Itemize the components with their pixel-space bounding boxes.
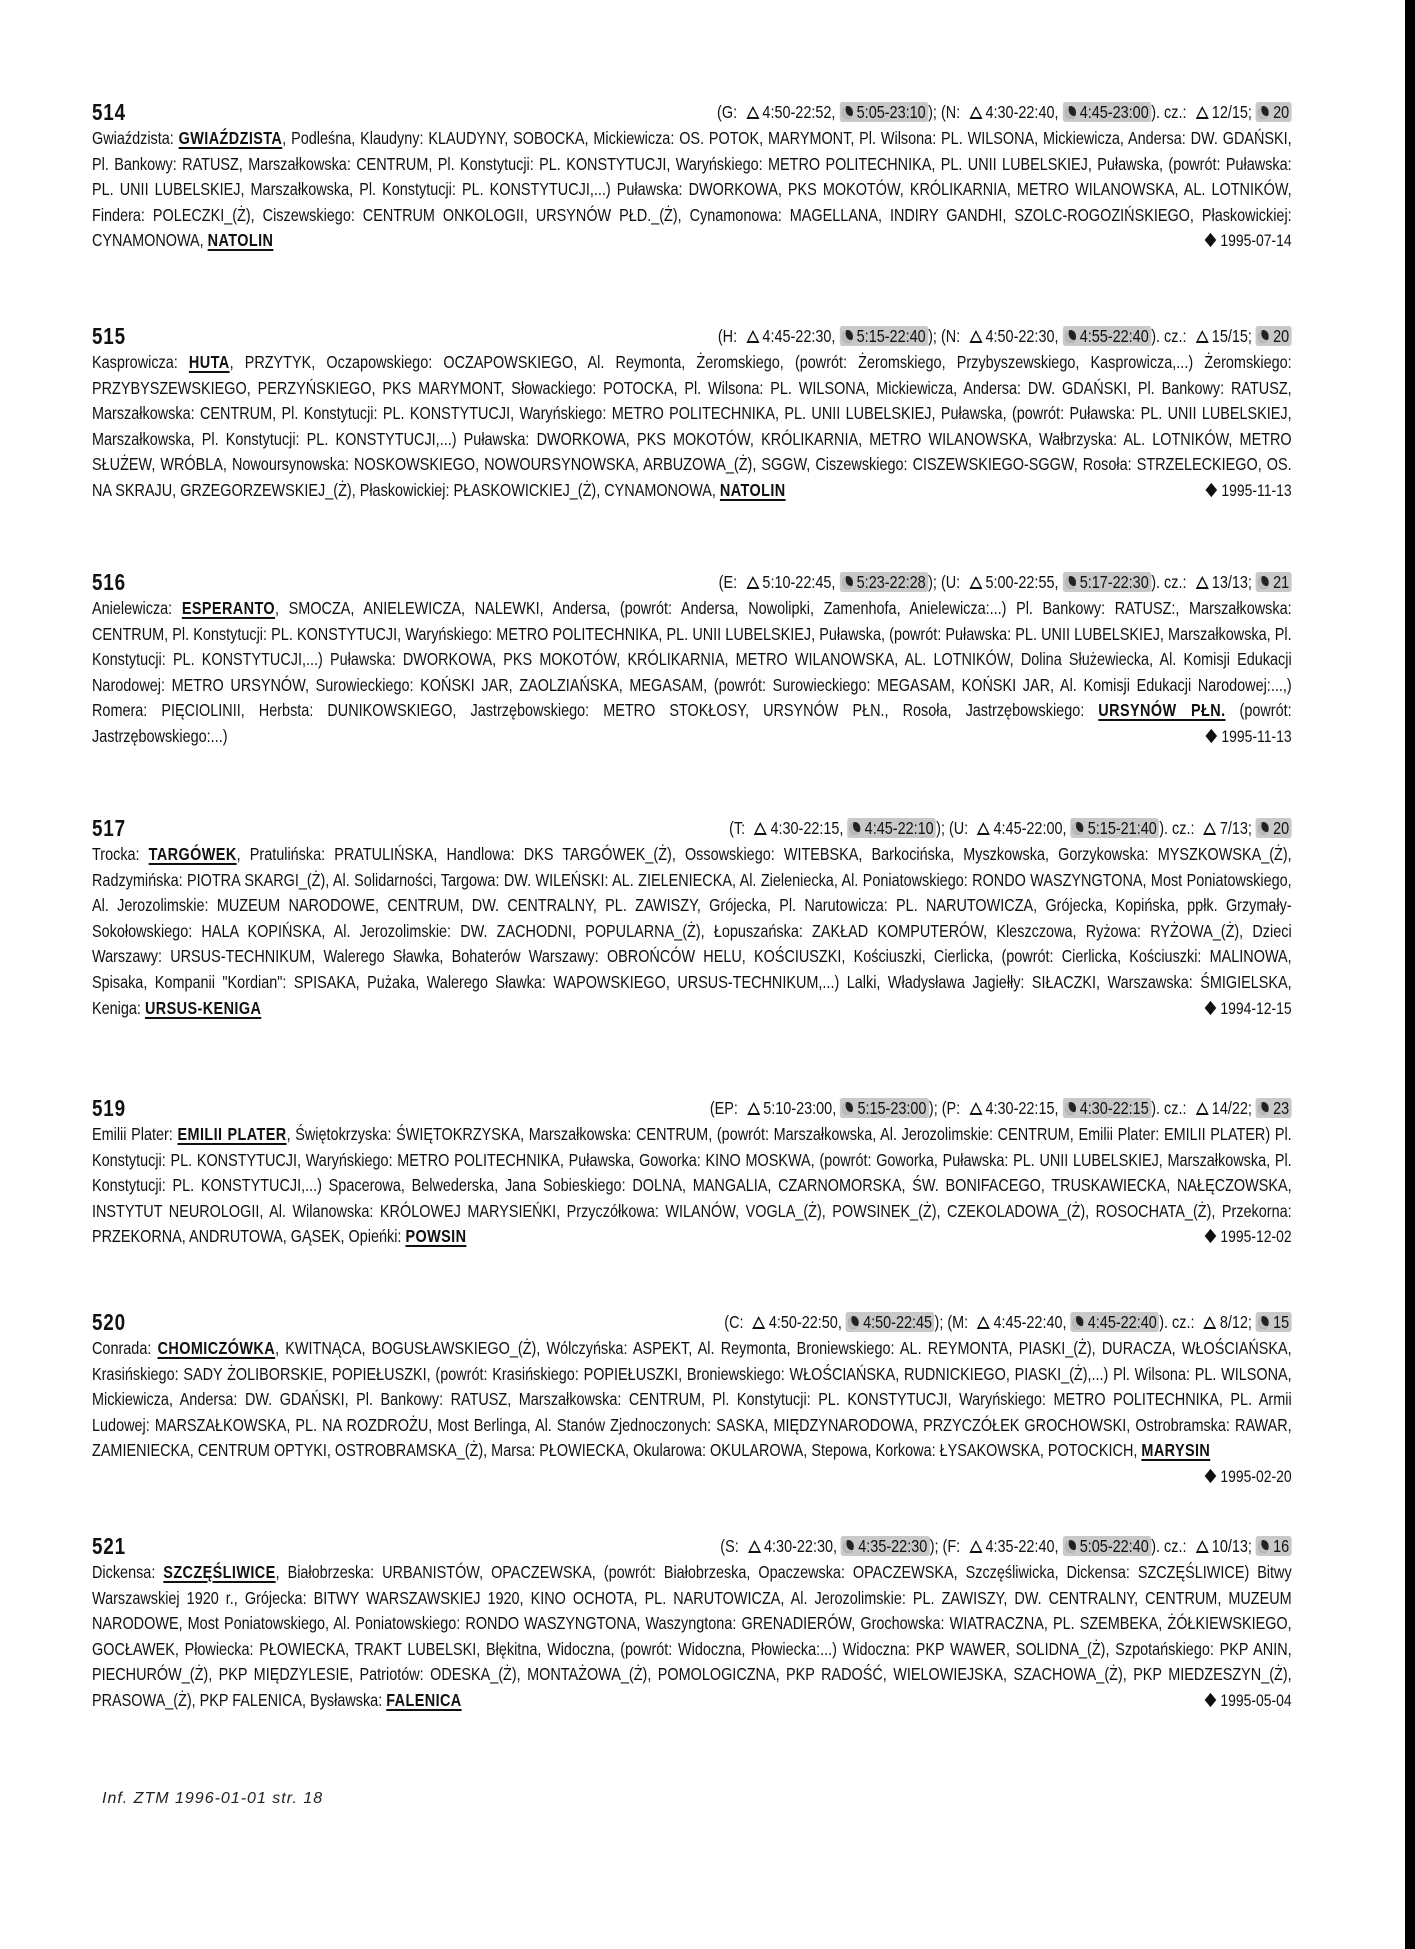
route-entry: [92, 96, 1292, 254]
frequency-label: ). cz.:: [1151, 326, 1187, 347]
route-date-value: 1995-11-13: [1221, 480, 1292, 500]
frequency-night-badge: [1256, 102, 1292, 122]
route-date-value: 1995-12-02: [1220, 1227, 1292, 1247]
schedule-a-day: 5:10-23:00,: [763, 1098, 837, 1119]
route-entry: [92, 566, 1292, 750]
day-icon: [748, 1540, 761, 1553]
scan-edge: [1405, 0, 1415, 1949]
schedule-b-label: ); (F:: [929, 1536, 961, 1557]
schedule-b-night-badge: [1063, 1536, 1152, 1556]
schedule-b-night-badge: [1071, 1312, 1160, 1332]
route-end-terminus: FALENICA: [386, 1689, 462, 1710]
night-icon: [842, 576, 853, 589]
day-icon: [752, 1316, 765, 1329]
schedule-b-day: 4:35-22:40,: [985, 1536, 1059, 1557]
schedule-a-night-badge: [839, 102, 928, 122]
route-number: 515: [92, 323, 126, 350]
frequency-label: ). cz.:: [1151, 1098, 1187, 1119]
schedule-b-night-badge: [1063, 1098, 1152, 1118]
route-date: [1207, 478, 1291, 504]
route-header: [92, 96, 1292, 126]
night-icon: [848, 1316, 859, 1329]
night-icon: [1258, 1540, 1269, 1553]
schedule-a-night-badge: [839, 326, 928, 346]
schedule-a-night-badge: [839, 572, 928, 592]
route-schedule: [719, 570, 1292, 596]
frequency-night: 20: [1273, 102, 1290, 123]
schedule-a-day: 4:45-22:30,: [762, 326, 836, 347]
route-description: [92, 350, 1292, 504]
schedule-a-label: (G:: [717, 102, 738, 123]
night-icon: [1065, 1540, 1076, 1553]
day-icon: [1203, 822, 1216, 835]
schedule-a-night: 5:15-22:40: [856, 326, 926, 347]
route-start-terminus: CHOMICZÓWKA: [157, 1338, 276, 1358]
route-schedule: [729, 816, 1292, 842]
route-start-street: Gwiaździsta:: [92, 128, 179, 148]
route-entry: [92, 812, 1292, 1021]
route-start-street: Conrada:: [92, 1338, 158, 1358]
route-header: [92, 1092, 1292, 1122]
route-description: [92, 596, 1292, 750]
schedule-b-label: ); (P:: [928, 1098, 961, 1119]
route-end-terminus: NATOLIN: [207, 230, 274, 251]
schedule-b-night: 4:45-23:00: [1079, 102, 1149, 123]
route-schedule: [717, 100, 1292, 126]
route-stops: , KWITNĄCA, BOGUSŁAWSKIEGO_(Ż), Wólczyńska: ASPEKT, Al. Reymonta, Broniewskiego: AL. REYMONTA, PIASKI_(Ż), DURACZA, WŁOŚCIAŃSKA, Krasińskiego: SADY ŻOLIBORSKIE, POPIEŁUSZKI, (powrót: Krasińskiego: POPIEŁUSZKI, Broniewskiego: WŁOŚCIAŃSKA, RUDNICKIEGO, PIASKI_(Ż),...) Pl. Wilsona: PL. WILSONA, Mickiewicza, Andersa: DW. GDAŃSKI, Pl. Bankowy: RATUSZ, Marszałkowska: CENTRUM, Pl. Konstytucji: PL. KONSTYTUCJI, Waryńskiego: METRO POLITECHNIKA, PL. Armii Ludowej: MARSZAŁKOWSKA, PL. NA ROZDROŻU, Most Berlinga, Al. Stanów Zjednoczonych: SASKA, MIĘDZYNARODOWA, PRZYCZÓŁEK GROCHOWSKI, Ostrobramska: RAWAR, ZAMIENIECKA, CENTRUM OPTYKI, OSTROBRAMSKA_(Ż), Marsa: PŁOWIECKA, Okularowa: OKULAROWA, Stepowa, Korkowa: ŁYSAKOWSKA, POTOCKICH,: [92, 1338, 1292, 1461]
route-schedule: [718, 324, 1292, 350]
frequency-day: 15/15;: [1211, 326, 1252, 347]
frequency-night: 23: [1273, 1098, 1290, 1119]
route-stops: , Podleśna, Klaudyny: KLAUDYNY, SOBOCKA, Mickiewicza: OS. POTOK, MARYMONT, Pl. Wilsona: PL. WILSONA, Mickiewicza, Andersa: DW. GDAŃSKI, Pl. Bankowy: RATUSZ, Marszałkowska: CENTRUM, Pl. Konstytucji: PL. KONSTYTUCJI, Waryńskiego: METRO POLITECHNIKA, PL. UNII LUBELSKIEJ, Puławska, (powrót: Puławska: PL. UNII LUBELSKIEJ, Marszałkowska, Pl. Konstytucji: PL. KONSTYTUCJI,...) Puławska: DWORKOWA, PKS MOKOTÓW, KRÓLIKARNIA, METRO WILANOWSKA, AL. LOTNIKÓW, Findera: POLECZKI_(Ż), Ciszewskiego: CENTRUM ONKOLOGII, URSYNÓW PŁD._(Ż), Cynamonowa: MAGELLANA, INDIRY GANDHI, SZOLC-ROGOZIŃSKIEGO, Płaskowickiej: CYNAMONOWA,: [92, 128, 1292, 251]
night-icon: [1258, 576, 1269, 589]
route-start-street: Kasprowicza:: [92, 352, 189, 372]
frequency-label: ). cz.:: [1151, 102, 1187, 123]
day-icon: [1195, 330, 1208, 343]
schedule-b-day: 4:30-22:15,: [985, 1098, 1059, 1119]
schedule-a-night: 4:45-22:10: [864, 818, 934, 839]
day-icon: [747, 1102, 760, 1115]
diamond-icon: [1206, 483, 1218, 497]
route-start-terminus: SZCZĘŚLIWICE: [163, 1562, 276, 1582]
route-number: 516: [92, 569, 126, 596]
route-entry: [92, 1092, 1292, 1250]
night-icon: [1065, 330, 1076, 343]
schedule-b-label: ); (U:: [928, 572, 961, 593]
schedule-a-day: 4:30-22:30,: [764, 1536, 838, 1557]
route-entry: [92, 320, 1292, 504]
frequency-label: ). cz.:: [1151, 1536, 1187, 1557]
route-header: [92, 320, 1292, 350]
route-number: 514: [92, 99, 126, 126]
night-icon: [1258, 1316, 1269, 1329]
route-end-terminus: URSUS-KENIGA: [144, 997, 262, 1018]
frequency-day: 7/13;: [1219, 818, 1252, 839]
schedule-b-night-badge: [1063, 572, 1152, 592]
night-icon: [843, 1102, 854, 1115]
schedule-a-label: (EP:: [709, 1098, 738, 1119]
schedule-a-day: 5:10-22:45,: [762, 572, 836, 593]
schedule-b-night: 4:30-22:15: [1079, 1098, 1149, 1119]
night-icon: [1258, 330, 1269, 343]
schedule-b-label: ); (N:: [928, 102, 961, 123]
schedule-b-day: 5:00-22:55,: [985, 572, 1059, 593]
route-start-street: Dickensa:: [92, 1562, 164, 1582]
route-end-terminus: URSYNÓW PŁN.: [1098, 700, 1226, 721]
schedule-b-day: 4:30-22:40,: [985, 102, 1059, 123]
route-end-terminus: POWSIN: [405, 1226, 467, 1247]
route-date-value: 1995-02-20: [1220, 1466, 1292, 1486]
night-icon: [842, 330, 853, 343]
day-icon: [746, 106, 759, 119]
page-footer: Inf. ZTM 1996-01-01 str. 18: [102, 1790, 324, 1807]
schedule-b-night: 5:15-21:40: [1087, 818, 1157, 839]
frequency-day: 12/15;: [1211, 102, 1252, 123]
frequency-night-badge: [1256, 818, 1292, 838]
night-icon: [1073, 822, 1084, 835]
diamond-icon: [1205, 1469, 1217, 1483]
day-icon: [754, 822, 767, 835]
frequency-night-badge: [1256, 572, 1292, 592]
night-icon: [1073, 1316, 1084, 1329]
schedule-b-label: ); (N:: [928, 326, 961, 347]
frequency-label: ). cz.:: [1159, 1312, 1195, 1333]
route-stops: , PRZYTYK, Oczapowskiego: OCZAPOWSKIEGO, Al. Reymonta, Żeromskiego, (powrót: Żeromskiego, Przybyszewskiego, Kasprowicza,...) Żeromskiego: PRZYBYSZEWSKIEGO, PERZYŃSKIEGO, PKS MARYMONT, Słowackiego: POTOCKA, Pl. Wilsona: PL. WILSONA, Mickiewicza, Andersa: DW. GDAŃSKI, Pl. Bankowy: RATUSZ, Marszałkowska: CENTRUM, Pl. Konstytucji: PL. KONSTYTUCJI, Waryńskiego: METRO POLITECHNIKA, PL. UNII LUBELSKIEJ, Puławska, (powrót: Puławska: PL. UNII LUBELSKIEJ, Marszałkowska, Pl. Konstytucji: PL. KONSTYTUCJI,...) Puławska: DWORKOWA, PKS MOKOTÓW, KRÓLIKARNIA, METRO WILANOWSKA, Wałbrzyska: AL. LOTNIKÓW, METRO SŁUŻEW, WRÓBLA, Nowoursynowska: NOSKOWSKIEGO, NOWOURSYNOWSKA, ARBUZOWA_(Ż), SGGW, Ciszewskiego: CISZEWSKIEGO-SGGW, Rosoła: STRZELECKIEGO, OS. NA SKRAJU, GRZEGORZEWSKIEJ_(Ż), Płaskowickiej: PŁASKOWICKIEJ_(Ż), CYNAMONOWA,: [92, 352, 1292, 500]
frequency-label: ). cz.:: [1159, 818, 1195, 839]
route-start-terminus: ESPERANTO: [181, 598, 276, 618]
frequency-night-badge: [1256, 1536, 1292, 1556]
schedule-a-night: 5:23-22:28: [856, 572, 926, 593]
frequency-night: 21: [1273, 572, 1290, 593]
route-header: [92, 812, 1292, 842]
schedule-b-night-badge: [1063, 326, 1152, 346]
schedule-b-night: 4:45-22:40: [1087, 1312, 1157, 1333]
frequency-label: ). cz.:: [1151, 572, 1187, 593]
route-entry: [92, 1306, 1292, 1490]
diamond-icon: [1206, 729, 1218, 743]
day-icon: [1195, 106, 1208, 119]
route-end-terminus: MARYSIN: [1141, 1440, 1211, 1461]
route-start-terminus: GWIAŹDZISTA: [178, 128, 283, 148]
day-icon: [969, 330, 982, 343]
route-date: [1206, 1224, 1291, 1250]
schedule-b-night: 5:05-22:40: [1079, 1536, 1149, 1557]
day-icon: [969, 106, 982, 119]
schedule-a-label: (E:: [718, 572, 738, 593]
route-description: [92, 1336, 1292, 1486]
day-icon: [1195, 576, 1208, 589]
night-icon: [1065, 576, 1076, 589]
route-date-value: 1994-12-15: [1220, 998, 1292, 1018]
schedule-a-night-badge: [840, 1098, 929, 1118]
route-description: [92, 1122, 1292, 1250]
frequency-night: 20: [1273, 818, 1290, 839]
frequency-day: 14/22;: [1211, 1098, 1252, 1119]
frequency-day: 13/13;: [1211, 572, 1252, 593]
schedule-a-label: (S:: [720, 1536, 739, 1557]
schedule-a-night: 5:05-23:10: [856, 102, 926, 123]
route-start-terminus: EMILII PLATER: [177, 1124, 287, 1144]
frequency-day: 8/12;: [1219, 1312, 1252, 1333]
frequency-night-badge: [1256, 1312, 1292, 1332]
route-schedule: [710, 1096, 1292, 1122]
route-number: 519: [92, 1095, 126, 1122]
route-stops: , Pratulińska: PRATULIŃSKA, Handlowa: DKS TARGÓWEK_(Ż), Ossowskiego: WITEBSKA, Barkocińska, Myszkowska, Gorzykowska: MYSZKOWSKA_(Ż), Radzymińska: PIOTRA SKARGI_(Ż), Al. Solidarności, Targowa: DW. WILEŃSKI: AL. ZIELENIECKA, Al. Zieleniecka, Al. Poniatowskiego: RONDO WASZYNGTONA, Most Poniatowskiego, Al. Jerozolimskie: MUZEUM NARODOWE, CENTRUM, DW. CENTRALNY, PL. ZAWISZY, Grójecka, Pl. Narutowicza: PL. NARUTOWICZA, Grójecka, Kopińska, ppłk. Grzymały-Sokołowskiego: HALA KOPIŃSKA, Al. Jerozolimskie: DW. ZACHODNI, POPULARNA_(Ż), Łopuszańska: ZAKŁAD KOMPUTERÓW, Kleszczowa, Ryżowa: RYŻOWA_(Ż), Dzieci Warszawy: URSUS-TECHNIKUM, Walerego Sławka, Bohaterów Warszawy: OBROŃCÓW HELU, KOŚCIUSZKI, Kościuszki, Cierlicka, (powrót: Cierlicka, Kościuszki: MALINOWA, Spisaka, Kompanii "Kordian": SPISAKA, Pużaka, Walerego Sławka: WAPOWSKIEGO, URSUS-TECHNIKUM,...) Lalki, Władysława Jagiełły: SIŁACZKI, Warszawska: ŚMIGIELSKA, Keniga:: [92, 844, 1292, 1018]
day-icon: [977, 822, 990, 835]
night-icon: [850, 822, 861, 835]
night-icon: [1065, 1102, 1076, 1115]
day-icon: [969, 1540, 982, 1553]
night-icon: [1065, 106, 1076, 119]
route-tail: (powrót: Jastrzębowskiego:...): [92, 700, 1292, 746]
schedule-a-night-badge: [841, 1536, 930, 1556]
schedule-a-day: 4:30-22:15,: [770, 818, 844, 839]
frequency-night-badge: [1256, 1098, 1292, 1118]
day-icon: [969, 576, 982, 589]
night-icon: [844, 1540, 855, 1553]
route-schedule: [724, 1310, 1291, 1336]
route-entry: [92, 1530, 1292, 1714]
schedule-a-label: (H:: [717, 326, 738, 347]
route-stops: , Białobrzeska: URBANISTÓW, OPACZEWSKA, (powrót: Białobrzeska, Opaczewska: OPACZEWSKA, Szczęśliwicka, Dickensa: SZCZĘŚLIWICE) Bitwy Warszawskiej 1920 r., Grójecka: BITWY WARSZAWSKIEJ 1920, KINO OCHOTA, PL. NARUTOWICZA, Al. Jerozolimskie: PL. ZAWISZY, DW. CENTRALNY, CENTRUM, MUZEUM NARODOWE, Most Poniatowskiego, Al. Poniatowskiego: RONDO WASZYNGTONA, Waszyngtona: GRENADIERÓW, Grochowska: WIATRACZNA, PL. SZEMBEKA, ŻÓŁKIEWSKIEGO, GOCŁAWEK, Płowiecka: PŁOWIECKA, TRAKT LUBELSKI, Błękitna, Widoczna, (powrót: Widoczna, Płowiecka:...) Widoczna: PKP WAWER, SOLIDNA_(Ż), Szpotańskiego: PKP ANIN, PIECHURÓW_(Ż), PKP MIĘDZYLESIE, Patriotów: ODESKA_(Ż), MONTAŻOWA_(Ż), POMOLOGICZNA, PKP RADOŚĆ, WIELOWIEJSKA, SZACHOWA_(Ż), PKP MIEDZESZYN_(Ż), PRASOWA_(Ż), PKP FALENICA, Bysławska:: [92, 1562, 1292, 1710]
route-header: [92, 1306, 1292, 1336]
schedule-a-day: 4:50-22:52,: [762, 102, 836, 123]
schedule-b-night-badge: [1063, 102, 1152, 122]
route-number: 521: [92, 1533, 126, 1560]
frequency-night-badge: [1256, 326, 1292, 346]
route-date: [1206, 1464, 1291, 1490]
night-icon: [842, 106, 853, 119]
schedule-a-label: (T:: [729, 818, 746, 839]
day-icon: [1203, 1316, 1216, 1329]
schedule-a-night: 4:35-22:30: [858, 1536, 928, 1557]
route-date: [1207, 724, 1291, 750]
route-date-value: 1995-11-13: [1221, 726, 1292, 746]
route-header: [92, 1530, 1292, 1560]
route-start-street: Trocka:: [92, 844, 149, 864]
route-date-value: 1995-07-14: [1220, 231, 1292, 251]
schedule-b-day: 4:45-22:40,: [993, 1312, 1067, 1333]
schedule-a-label: (C:: [724, 1312, 744, 1333]
route-stops: , Świętokrzyska: ŚWIĘTOKRZYSKA, Marszałkowska: CENTRUM, (powrót: Marszałkowska, Al. Jerozolimskie: CENTRUM, Emilii Plater: EMILII PLATER) Pl. Konstytucji: PL. KONSTYTUCJI, Waryńskiego: METRO POLITECHNIKA, Puławska, Goworka: KINO MOSKWA, (powrót: Goworka, Puławska: PL. UNII LUBELSKIEJ, Marszałkowska, Pl. Konstytucji: PL. KONSTYTUCJI,...) Spacerowa, Belwederska, Jana Sobieskiego: DOLNA, MANGALIA, CZARNOMORSKA, ŚW. BONIFACEGO, TRUSKAWIECKA, NAŁĘCZOWSKA, INSTYTUT NEUROLOGII, Al. Wilanowska: KRÓLOWEJ MARYSIEŃKI, Przyczółkowa: WILANÓW, VOGLA_(Ż), POWSINEK_(Ż), CZEKOLADOWA_(Ż), ROSOCHATA_(Ż), Przekorna: PRZEKORNA, ANDRUTOWA, GĄSEK, Opieńki:: [92, 1124, 1292, 1247]
route-schedule: [720, 1534, 1291, 1560]
route-date: [1206, 996, 1291, 1022]
schedule-a-night-badge: [846, 1312, 935, 1332]
day-icon: [1195, 1540, 1208, 1553]
route-number: 517: [92, 815, 126, 842]
route-description: [92, 126, 1292, 254]
route-description: [92, 842, 1292, 1021]
route-start-terminus: TARGÓWEK: [148, 844, 237, 864]
route-stops: , SMOCZA, ANIELEWICZA, NALEWKI, Andersa, (powrót: Andersa, Nowolipki, Zamenhofa, Anielewicza:...) Pl. Bankowy: RATUSZ:, Marszałkowska: CENTRUM, Pl. Konstytucji: PL. KONSTYTUCJI, Waryńskiego: METRO POLITECHNIKA, PL. UNII LUBELSKIEJ, Puławska, (powrót: Puławska: PL. UNII LUBELSKIEJ, Marszałkowska, Pl. Konstytucji: PL. KONSTYTUCJI,...) Puławska: DWORKOWA, PKS MOKOTÓW, KRÓLIKARNIA, METRO WILANOWSKA, AL. LOTNIKÓW, Dolina Służewiecka, Al. Komisji Edukacji Narodowej: METRO URSYNÓW, Surowieckiego: KOŃSKI JAR, ZAOLZIAŃSKA, MEGASAM, (powrót: Surowieckiego: MEGASAM, KOŃSKI JAR, Al. Komisji Edukacji Narodowej:...,) Romera: PIĘCIOLINII, Herbsta: DUNIKOWSKIEGO, Jastrzębowskiego: METRO STOKŁOSY, URSYNÓW PŁN., Rosoła, Jastrzębowskiego:: [92, 598, 1292, 721]
diamond-icon: [1205, 233, 1217, 247]
frequency-day: 10/13;: [1211, 1536, 1252, 1557]
route-date: [1206, 228, 1291, 254]
diamond-icon: [1205, 1229, 1217, 1243]
day-icon: [977, 1316, 990, 1329]
schedule-b-label: ); (M:: [934, 1312, 969, 1333]
route-description: [92, 1560, 1292, 1714]
schedule-b-label: ); (U:: [936, 818, 969, 839]
schedule-a-night-badge: [847, 818, 936, 838]
route-end-terminus: NATOLIN: [719, 479, 786, 500]
route-date: [1206, 1688, 1291, 1714]
schedule-b-night: 5:17-22:30: [1079, 572, 1149, 593]
diamond-icon: [1205, 1000, 1217, 1014]
schedule-b-day: 4:50-22:30,: [985, 326, 1059, 347]
route-number: 520: [92, 1309, 126, 1336]
night-icon: [1258, 106, 1269, 119]
diamond-icon: [1205, 1693, 1217, 1707]
route-start-street: Emilii Plater:: [92, 1124, 178, 1144]
route-start-terminus: HUTA: [188, 352, 230, 372]
route-start-street: Anielewicza:: [92, 598, 182, 618]
day-icon: [746, 330, 759, 343]
night-icon: [1258, 822, 1269, 835]
day-icon: [1195, 1102, 1208, 1115]
schedule-b-day: 4:45-22:00,: [993, 818, 1067, 839]
schedule-a-day: 4:50-22:50,: [768, 1312, 842, 1333]
day-icon: [969, 1102, 982, 1115]
schedule-b-night-badge: [1071, 818, 1160, 838]
frequency-night: 16: [1273, 1536, 1290, 1557]
route-header: [92, 566, 1292, 596]
schedule-a-night: 4:50-22:45: [863, 1312, 933, 1333]
day-icon: [746, 576, 759, 589]
frequency-night: 15: [1273, 1312, 1290, 1333]
night-icon: [1258, 1102, 1269, 1115]
schedule-b-night: 4:55-22:40: [1079, 326, 1149, 347]
route-date-value: 1995-05-04: [1220, 1690, 1292, 1710]
schedule-a-night: 5:15-23:00: [857, 1098, 927, 1119]
frequency-night: 20: [1273, 326, 1290, 347]
